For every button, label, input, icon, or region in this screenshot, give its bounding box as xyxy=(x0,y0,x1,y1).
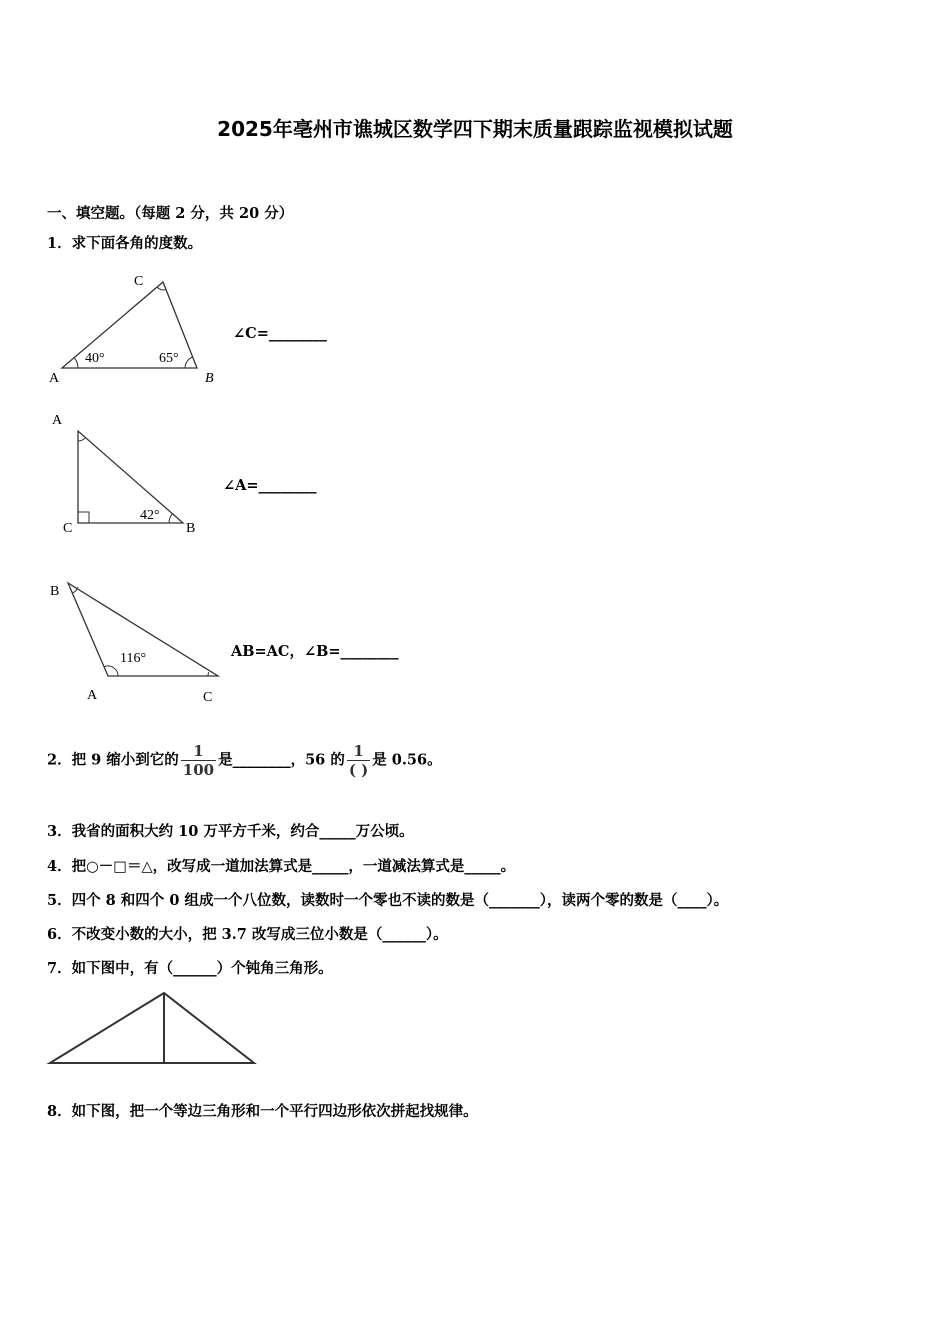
fraction-numerator: 1 xyxy=(353,742,364,760)
answer-1: ∠C=________ xyxy=(233,325,327,342)
question-2 xyxy=(47,742,442,779)
triangle-3-angle-a: 116° xyxy=(120,651,147,666)
triangle-3-label-c: C xyxy=(203,690,213,705)
triangle-2-right-angle xyxy=(78,512,89,523)
triangle-1-label-c: C xyxy=(134,274,144,289)
triangle-1-label-a: A xyxy=(49,371,60,386)
triangle-2-arc-b xyxy=(169,514,173,523)
triangle-3-label-b: B xyxy=(50,584,60,599)
fraction-1-100 xyxy=(181,742,216,779)
triangle-3-label-a: A xyxy=(87,688,98,703)
triangle-2-arc-a xyxy=(78,438,85,441)
fraction-denominator: 100 xyxy=(182,761,215,779)
triangle-figure-2 xyxy=(45,405,220,540)
question-3: 3．我省的面积大约 10 万平方千米，约合_____万公顷。 xyxy=(47,823,414,840)
page-title: 2025年亳州市谯城区数学四下期末质量跟踪监视模拟试题 xyxy=(217,117,733,141)
question-2-suffix: 是 0.56。 xyxy=(372,751,442,769)
triangle-1-label-b: B xyxy=(205,371,214,386)
triangle-1-arc-a xyxy=(74,358,78,368)
question-1: 1．求下面各角的度数。 xyxy=(47,235,203,252)
question-2-mid: 是________，56 的 xyxy=(218,751,345,769)
triangle-2-label-c: C xyxy=(63,521,73,536)
answer-1-line xyxy=(230,325,327,342)
fraction-blank xyxy=(347,742,370,779)
triangle-2-label-a: A xyxy=(52,413,63,428)
question-6: 6．不改变小数的大小，把 3.7 改写成三位小数是（______）。 xyxy=(47,926,448,943)
fraction-denominator: ( ) xyxy=(348,761,369,779)
obtuse-triangle-figure xyxy=(45,988,260,1068)
question-8: 8．如下图，把一个等边三角形和一个平行四边形依次拼起找规律。 xyxy=(47,1103,478,1120)
triangle-1-angle-a: 40° xyxy=(85,351,105,366)
question-4: 4．把○－□＝△，改写成一道加法算式是_____，一道减法算式是_____。 xyxy=(47,858,516,875)
section-heading: 一、填空题。（每题 2 分，共 20 分） xyxy=(47,205,294,222)
triangle-1-arc-b xyxy=(185,357,193,368)
triangle-2-label-b: B xyxy=(186,521,196,536)
triangle-2-outline xyxy=(78,431,183,523)
question-7: 7．如下图中，有（______）个钝角三角形。 xyxy=(47,960,333,977)
triangle-1-angle-b: 65° xyxy=(159,351,179,366)
triangle-2-angle-b: 42° xyxy=(140,508,160,523)
question-2-prefix: 2．把 9 缩小到它的 xyxy=(47,751,179,769)
answer-3: AB=AC，∠B=________ xyxy=(231,643,399,660)
question-5: 5．四个 8 和四个 0 组成一个八位数，读数时一个零也不读的数是（_______），读两个零的数是（____）。 xyxy=(47,892,729,909)
fraction-numerator: 1 xyxy=(193,742,204,760)
triangle-figure-1 xyxy=(45,265,230,390)
answer-2-line xyxy=(220,477,317,494)
answer-2: ∠A=________ xyxy=(223,477,317,494)
triangle-figure-3 xyxy=(45,572,235,707)
obtuse-triangle-outline xyxy=(50,993,254,1063)
